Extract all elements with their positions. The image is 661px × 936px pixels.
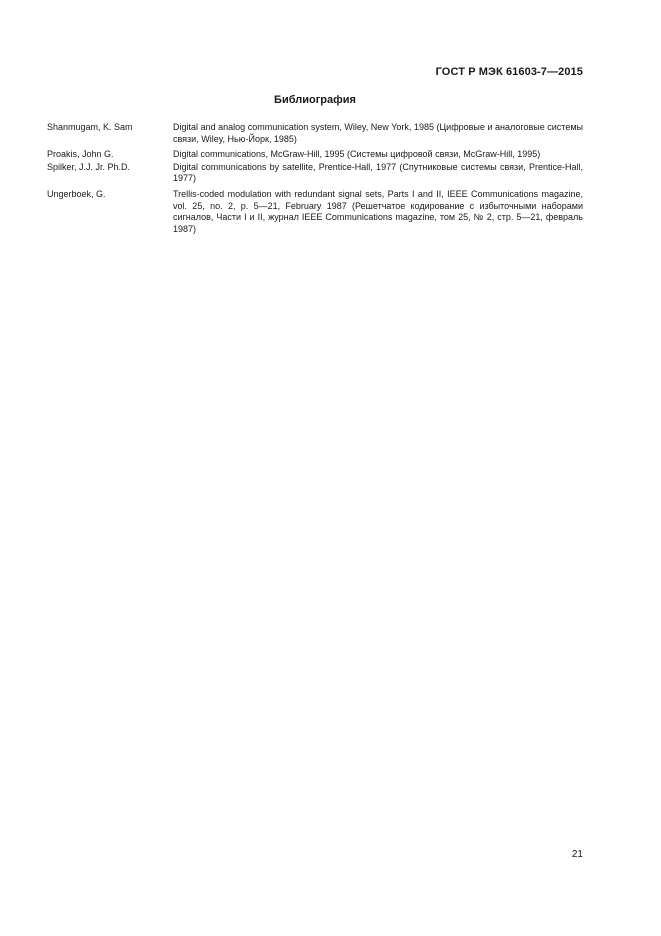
- bibliography-author: Shanmugam, K. Sam: [47, 122, 133, 132]
- document-code: ГОСТ Р МЭК 61603-7—2015: [435, 66, 583, 78]
- bibliography-entry: [47, 149, 583, 161]
- bibliography-author: Proakis, John G.: [47, 149, 114, 160]
- bibliography-author: Ungerboek, G.: [47, 188, 106, 199]
- bibliography-list: [47, 122, 583, 239]
- bibliography-entry: [47, 162, 583, 185]
- bibliography-entry: [47, 189, 583, 235]
- bibliography-citation: Digital communications, McGraw-Hill, 1995 (Системы цифровой связи, McGraw-Hill, 1995): [173, 149, 541, 160]
- bibliography-author: Spilker, J.J. Jr. Ph.D.: [47, 161, 131, 172]
- bibliography-citation: Digital communications by satellite, Prentice-Hall, 1977 (Спутниковые системы связи, Prentice-Hall, 1977): [173, 161, 583, 184]
- page-number: 21: [571, 849, 583, 860]
- section-title: Библиография: [274, 94, 356, 106]
- bibliography-citation: Digital and analog communication system, Wiley, New York, 1985 (Цифровые и аналоговые системы связи, Wiley, Нью-Йорк, 1985): [173, 122, 583, 144]
- bibliography-entry: [47, 122, 583, 145]
- bibliography-citation: Trellis-coded modulation with redundant signal sets, Parts I and II, IEEE Communications magazine, vol. 25, no. 2, p. 5—21, February 1987 (Решетчатое кодирование с избыточными наборами сигналов, Части I и II, журнал IEEE Communications magazine, том 25, № 2, стр. 5—21, февраль 1987): [173, 188, 583, 234]
